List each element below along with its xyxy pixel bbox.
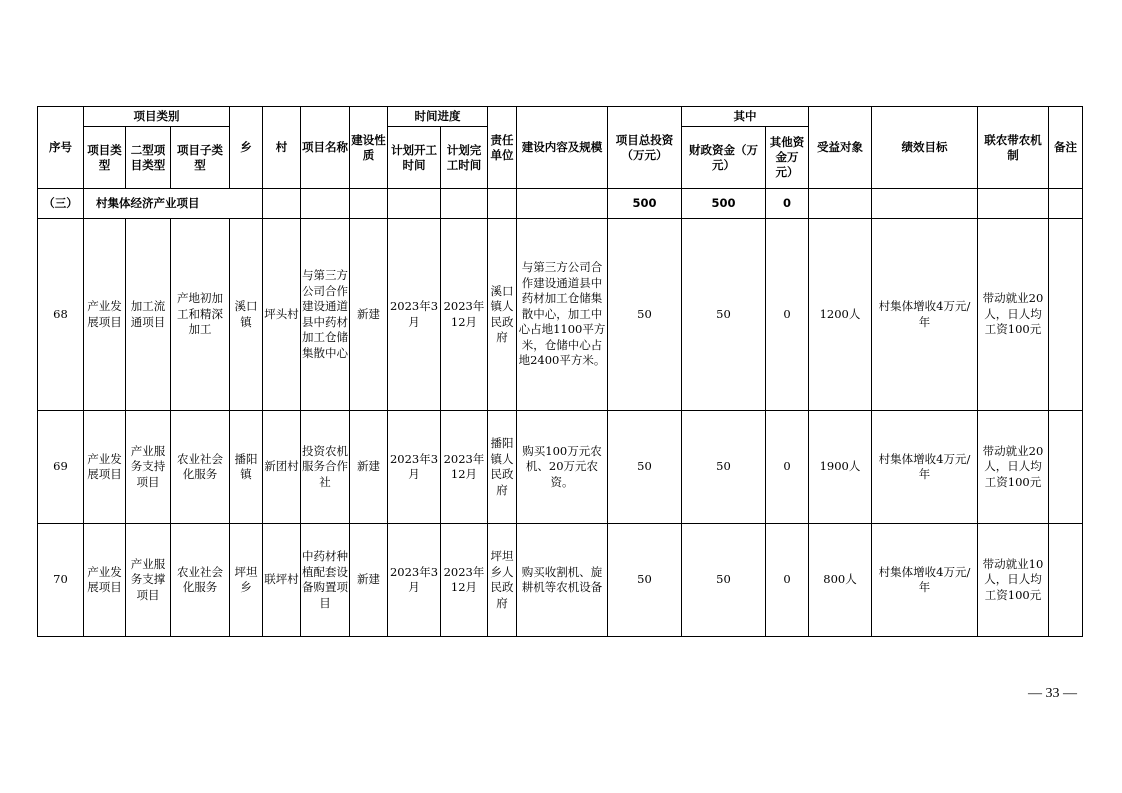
cell-nature: 新建 bbox=[350, 219, 388, 411]
cell-type: 产业发展项目 bbox=[84, 219, 126, 411]
cell-total: 50 bbox=[608, 219, 682, 411]
project-table bbox=[37, 106, 1083, 637]
page-number: — 33 — bbox=[1028, 686, 1077, 701]
header-content: 建设内容及规模 bbox=[517, 107, 608, 189]
cell-start: 2023年3月 bbox=[388, 524, 441, 637]
header-category: 项目类别 bbox=[84, 107, 230, 127]
cell-mechanism: 带动就业20人，日人均工资100元 bbox=[978, 219, 1049, 411]
cell-mechanism: 带动就业20人，日人均工资100元 bbox=[978, 411, 1049, 524]
header-remark: 备注 bbox=[1049, 107, 1083, 189]
cell-beneficiary: 1200人 bbox=[809, 219, 872, 411]
cell-subtype: 产地初加工和精深加工 bbox=[171, 219, 230, 411]
header-target: 绩效目标 bbox=[872, 107, 978, 189]
header-subtype2: 二型项目类型 bbox=[126, 127, 171, 189]
cell-seq: 69 bbox=[38, 411, 84, 524]
cell-remark bbox=[1049, 411, 1083, 524]
cell-name: 投资农机服务合作社 bbox=[301, 411, 350, 524]
section-total: 500 bbox=[608, 189, 682, 219]
cell-seq: 70 bbox=[38, 524, 84, 637]
cell-village: 新团村 bbox=[263, 411, 301, 524]
cell-content: 购买100万元农机、20万元农资。 bbox=[517, 411, 608, 524]
header-nature: 建设性质 bbox=[350, 107, 388, 189]
cell-unit: 溪口镇人民政府 bbox=[488, 219, 517, 411]
cell-subtype: 农业社会化服务 bbox=[171, 411, 230, 524]
header-fiscal: 财政资金（万元） bbox=[682, 127, 766, 189]
cell-nature: 新建 bbox=[350, 524, 388, 637]
cell-end: 2023年12月 bbox=[441, 219, 488, 411]
cell-target: 村集体增收4万元/年 bbox=[872, 219, 978, 411]
section-other: 0 bbox=[766, 189, 809, 219]
cell-name: 中药材种植配套设备购置项目 bbox=[301, 524, 350, 637]
header-mechanism: 联农带农机制 bbox=[978, 107, 1049, 189]
cell-subtype2: 产业服务支持项目 bbox=[126, 411, 171, 524]
header-start: 计划开工时间 bbox=[388, 127, 441, 189]
cell-other: 0 bbox=[766, 219, 809, 411]
cell-total: 50 bbox=[608, 524, 682, 637]
cell-target: 村集体增收4万元/年 bbox=[872, 524, 978, 637]
cell-type: 产业发展项目 bbox=[84, 411, 126, 524]
cell-village: 坪头村 bbox=[263, 219, 301, 411]
cell-end: 2023年12月 bbox=[441, 524, 488, 637]
cell-end: 2023年12月 bbox=[441, 411, 488, 524]
cell-unit: 播阳镇人民政府 bbox=[488, 411, 517, 524]
cell-content: 与第三方公司合作建设通道县中药材加工仓储集散中心，加工中心占地1100平方米，仓储中心占地2400平方米。 bbox=[517, 219, 608, 411]
cell-village: 联坪村 bbox=[263, 524, 301, 637]
header-other: 其他资金万元） bbox=[766, 127, 809, 189]
header-township: 乡 bbox=[230, 107, 263, 189]
table-row bbox=[38, 219, 1083, 411]
header-end: 计划完工时间 bbox=[441, 127, 488, 189]
cell-remark bbox=[1049, 524, 1083, 637]
cell-township: 溪口镇 bbox=[230, 219, 263, 411]
cell-start: 2023年3月 bbox=[388, 219, 441, 411]
cell-start: 2023年3月 bbox=[388, 411, 441, 524]
cell-type: 产业发展项目 bbox=[84, 524, 126, 637]
header-among: 其中 bbox=[682, 107, 809, 127]
cell-township: 播阳镇 bbox=[230, 411, 263, 524]
cell-fiscal: 50 bbox=[682, 411, 766, 524]
section-row bbox=[38, 189, 1083, 219]
cell-subtype2: 加工流通项目 bbox=[126, 219, 171, 411]
header-seq: 序号 bbox=[38, 107, 84, 189]
cell-total: 50 bbox=[608, 411, 682, 524]
cell-beneficiary: 1900人 bbox=[809, 411, 872, 524]
cell-mechanism: 带动就业10人，日人均工资100元 bbox=[978, 524, 1049, 637]
cell-remark bbox=[1049, 219, 1083, 411]
header-subtype: 项目子类型 bbox=[171, 127, 230, 189]
cell-township: 坪坦乡 bbox=[230, 524, 263, 637]
header-unit: 责任单位 bbox=[488, 107, 517, 189]
cell-subtype2: 产业服务支撑项目 bbox=[126, 524, 171, 637]
header-beneficiary: 受益对象 bbox=[809, 107, 872, 189]
table-row bbox=[38, 411, 1083, 524]
cell-target: 村集体增收4万元/年 bbox=[872, 411, 978, 524]
header-type: 项目类型 bbox=[84, 127, 126, 189]
header-schedule: 时间进度 bbox=[388, 107, 488, 127]
cell-subtype: 农业社会化服务 bbox=[171, 524, 230, 637]
cell-seq: 68 bbox=[38, 219, 84, 411]
header-total: 项目总投资（万元） bbox=[608, 107, 682, 189]
cell-name: 与第三方公司合作建设通道县中药材加工仓储集散中心 bbox=[301, 219, 350, 411]
cell-other: 0 bbox=[766, 524, 809, 637]
section-seq: （三） bbox=[38, 189, 84, 219]
section-title: 村集体经济产业项目 bbox=[84, 189, 263, 219]
cell-other: 0 bbox=[766, 411, 809, 524]
cell-beneficiary: 800人 bbox=[809, 524, 872, 637]
cell-fiscal: 50 bbox=[682, 219, 766, 411]
section-fiscal: 500 bbox=[682, 189, 766, 219]
cell-unit: 坪坦乡人民政府 bbox=[488, 524, 517, 637]
header-village: 村 bbox=[263, 107, 301, 189]
table-row bbox=[38, 524, 1083, 637]
cell-fiscal: 50 bbox=[682, 524, 766, 637]
cell-content: 购买收割机、旋耕机等农机设备 bbox=[517, 524, 608, 637]
cell-nature: 新建 bbox=[350, 411, 388, 524]
header-name: 项目名称 bbox=[301, 107, 350, 189]
